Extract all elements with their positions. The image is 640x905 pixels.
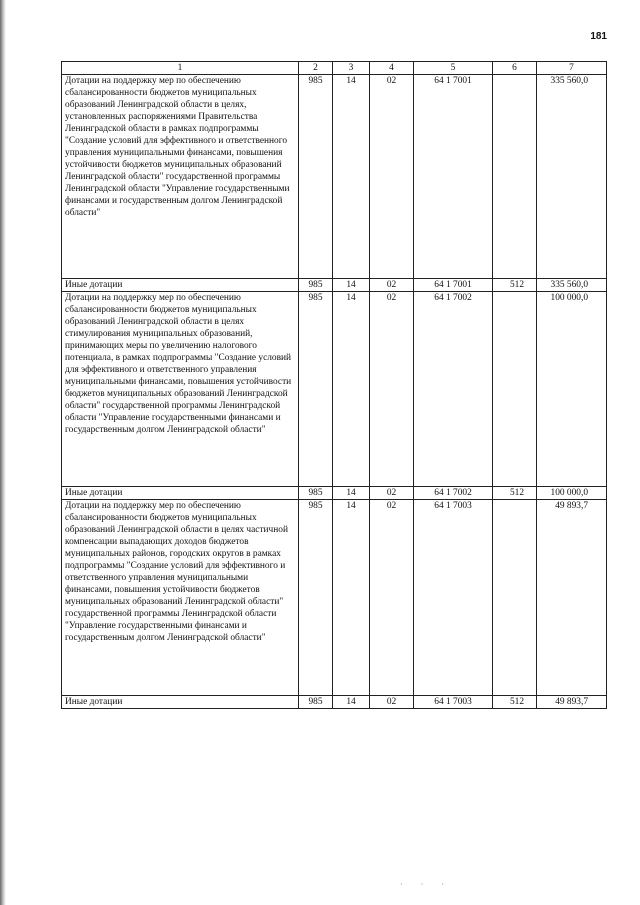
- row-name: Дотации на поддержку мер по обеспечению сбалансированности бюджетов муниципальных образований Ленинградской области в целях стимулирования муниципальных образований, принимающих меры по увеличению налогового потенциала, в рамках подпрограммы "Создание условий для эффективного и ответственного управления муниципальными финансами, повышения устойчивости бюджетов муниципальных образований Ленинградской области" государственной программы Ленинградской области "Управление государственными финансами и государственным долгом Ленинградской области": [62, 292, 299, 487]
- column-header: 1: [62, 62, 299, 75]
- row-cell: 985: [299, 696, 333, 709]
- row-cell: 64 1 7003: [414, 696, 493, 709]
- row-cell: 64 1 7001: [414, 75, 493, 279]
- column-header: 3: [333, 62, 370, 75]
- row-cell: 02: [370, 279, 414, 292]
- column-header: 2: [299, 62, 333, 75]
- table-row: [62, 696, 607, 709]
- row-name: Иные дотации: [62, 696, 299, 709]
- row-cell: 02: [370, 500, 414, 696]
- table-row: [62, 500, 607, 696]
- row-cell: 64 1 7001: [414, 279, 493, 292]
- row-cell: 64 1 7002: [414, 292, 493, 487]
- row-name: Дотации на поддержку мер по обеспечению сбалансированности бюджетов муниципальных образований Ленинградской области в целях, установленных распоряжениями Правительства Ленинградской области в рамках подпрограммы "Создание условий для эффективного и ответственного управления муниципальными финансами, повышения устойчивости бюджетов муниципальных образований Ленинградской области" государственной программы Ленинградской области "Управление государственными финансами и государственным долгом Ленинградской области": [62, 75, 299, 279]
- row-name: Иные дотации: [62, 487, 299, 500]
- table-row: [62, 487, 607, 500]
- row-amount: 335 560,0: [537, 279, 607, 292]
- row-cell: 985: [299, 292, 333, 487]
- row-cell: 64 1 7002: [414, 487, 493, 500]
- row-amount: 335 560,0: [537, 75, 607, 279]
- row-cell: [493, 75, 537, 279]
- row-amount: 100 000,0: [537, 292, 607, 487]
- scan-specks: · · ·: [400, 880, 452, 889]
- row-cell: 985: [299, 279, 333, 292]
- row-cell: 985: [299, 500, 333, 696]
- row-name: Иные дотации: [62, 279, 299, 292]
- budget-table: [61, 61, 607, 709]
- table-row: [62, 292, 607, 487]
- row-cell: 14: [333, 279, 370, 292]
- page-number: 181: [590, 31, 607, 42]
- row-cell: 985: [299, 75, 333, 279]
- row-cell: 14: [333, 696, 370, 709]
- column-header: 6: [493, 62, 537, 75]
- row-amount: 49 893,7: [537, 500, 607, 696]
- row-cell: 14: [333, 487, 370, 500]
- row-cell: [493, 292, 537, 487]
- row-amount: 49 893,7: [537, 696, 607, 709]
- table-row: [62, 75, 607, 279]
- row-amount: 100 000,0: [537, 487, 607, 500]
- table-header-row: [62, 62, 607, 75]
- row-cell: 985: [299, 487, 333, 500]
- scan-edge-shadow: [0, 0, 6, 905]
- column-header: 7: [537, 62, 607, 75]
- row-cell: 512: [493, 279, 537, 292]
- row-cell: 02: [370, 75, 414, 279]
- row-cell: 14: [333, 292, 370, 487]
- table-row: [62, 279, 607, 292]
- row-cell: [493, 500, 537, 696]
- row-name: Дотации на поддержку мер по обеспечению сбалансированности бюджетов муниципальных образований Ленинградской области в целях частичной компенсации выпадающих доходов бюджетов муниципальных районов, городских округов в рамках подпрограммы "Создание условий для эффективного и ответственного управления муниципальными финансами, повышения устойчивости бюджетов муниципальных образований Ленинградской области" государственной программы Ленинградской области "Управление государственными финансами и государственным долгом Ленинградской области": [62, 500, 299, 696]
- row-cell: 512: [493, 487, 537, 500]
- row-cell: 14: [333, 75, 370, 279]
- column-header: 4: [370, 62, 414, 75]
- row-cell: 02: [370, 292, 414, 487]
- column-header: 5: [414, 62, 493, 75]
- row-cell: 64 1 7003: [414, 500, 493, 696]
- row-cell: 14: [333, 500, 370, 696]
- row-cell: 02: [370, 487, 414, 500]
- row-cell: 02: [370, 696, 414, 709]
- row-cell: 512: [493, 696, 537, 709]
